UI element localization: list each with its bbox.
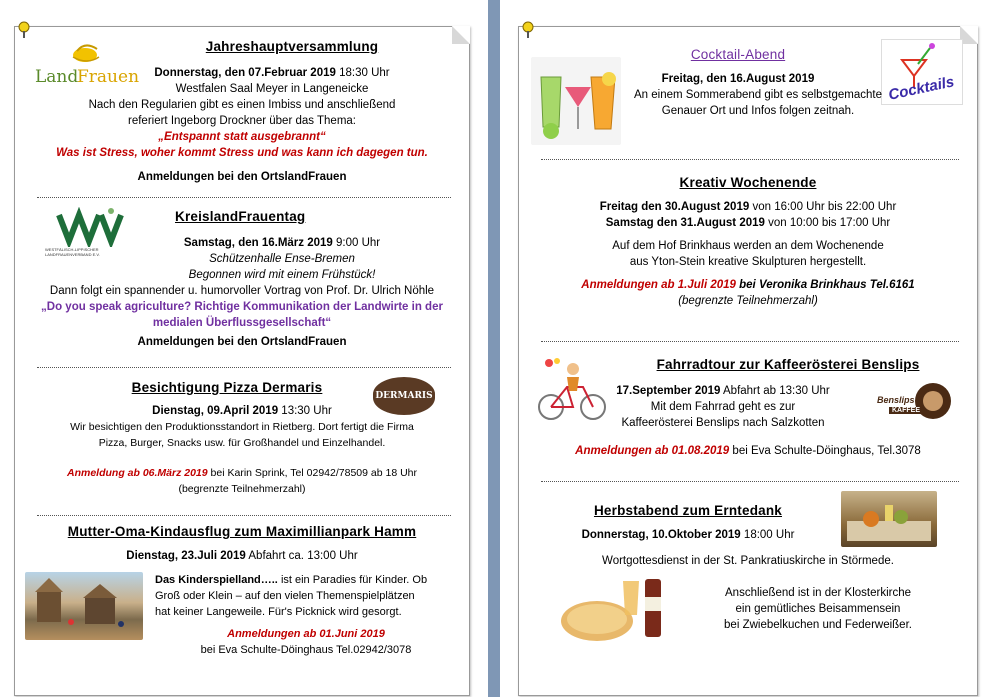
event-limit: (begrenzte Teilnehmerzahl) bbox=[178, 483, 306, 495]
fahrrad-body bbox=[519, 383, 927, 431]
event-text: Mit dem Fahrrad geht es zur bbox=[650, 401, 796, 413]
section-mutter-oma-kind bbox=[15, 522, 469, 542]
herbst-service bbox=[519, 553, 977, 569]
mok-body bbox=[155, 572, 457, 658]
pin-icon bbox=[17, 21, 31, 39]
event-date: 17.September 2019 bbox=[616, 385, 721, 397]
event-text: Nach den Regularien gibt es einen Imbiss und anschließend bbox=[88, 99, 396, 111]
event-time: Abfahrt ab 13:30 Uhr bbox=[723, 385, 830, 397]
event-signup-contact: bei Veronika Brinkhaus Tel.6161 bbox=[739, 279, 915, 291]
logo-caption: WESTFÄLISCH-LIPPISCHER LANDFRAUENVERBAND E.V. bbox=[45, 247, 100, 257]
page-left bbox=[14, 26, 470, 696]
playground-photo bbox=[25, 572, 143, 640]
event-signup-date: Anmeldungen ab 1.Juli 2019 bbox=[581, 279, 736, 291]
event-date: Dienstag, 23.Juli 2019 bbox=[126, 550, 246, 562]
event-date: Samstag den 31.August 2019 bbox=[605, 217, 765, 229]
section-title: Jahreshauptversammlung bbox=[205, 39, 379, 54]
event-time: 18:30 Uhr bbox=[339, 67, 390, 79]
section-title: Besichtigung Pizza Dermaris bbox=[131, 380, 323, 395]
section-jahreshauptversammlung bbox=[115, 37, 469, 57]
pizza-body bbox=[15, 403, 469, 497]
section-title: KreislandFrauentag bbox=[175, 209, 306, 224]
separator bbox=[541, 159, 959, 160]
logo-subtext: KAFFEE bbox=[889, 407, 923, 414]
event-text: ein gemütliches Beisammensein bbox=[735, 603, 901, 615]
mok-date bbox=[15, 548, 469, 564]
event-signup-date: Anmeldung ab 06.März 2019 bbox=[66, 467, 208, 479]
logo-text-frauen: Frauen bbox=[77, 67, 140, 87]
section-title: Fahrradtour zur Kaffeerösterei Benslips bbox=[656, 357, 920, 372]
fahrrad-signup bbox=[519, 443, 977, 459]
event-text: Anschließend ist in der Klosterkirche bbox=[725, 587, 911, 599]
logo-text: Benslips bbox=[877, 395, 915, 405]
event-text: bei Zwiebelkuchen und Federweißer. bbox=[724, 619, 912, 631]
section-title: Mutter-Oma-Kindausflug zum Maximillianpark Hamm bbox=[67, 524, 417, 539]
event-text: Kaffeerösterei Benslips nach Salzkotten bbox=[621, 417, 825, 429]
event-location: Westfalen Saal Meyer in Langeneicke bbox=[175, 83, 369, 95]
section-kreativ-wochenende bbox=[519, 173, 977, 193]
kreativ-body bbox=[519, 199, 977, 309]
event-text: Pizza, Burger, Snacks usw. für Großhandel und Einzelhandel. bbox=[98, 437, 386, 449]
event-signup: Anmeldungen bei den OrtslandFrauen bbox=[137, 336, 347, 348]
section-title: Herbstabend zum Erntedank bbox=[593, 503, 783, 518]
herbst-date bbox=[519, 527, 857, 543]
section-kreislandfrauentag bbox=[135, 207, 469, 227]
event-date: Freitag den 30.August 2019 bbox=[599, 201, 750, 213]
logo-text: Cocktails bbox=[886, 73, 956, 104]
event-time: von 10:00 bis 17:00 Uhr bbox=[768, 217, 891, 229]
section-title: Kreativ Wochenende bbox=[679, 175, 817, 190]
event-time: 18:00 Uhr bbox=[743, 529, 795, 541]
event-highlight: Das Kinderspielland….. bbox=[155, 574, 278, 586]
event-quote: medialen Überflussgesellschaft“ bbox=[152, 317, 332, 329]
event-signup-contact: bei Karin Sprink, Tel 02942/78509 ab 18 Uhr bbox=[210, 467, 417, 479]
logo-text: DERMARIS bbox=[375, 391, 433, 401]
separator bbox=[37, 197, 451, 198]
separator bbox=[541, 481, 959, 482]
event-text: hat keiner Langeweile. Für's Picknick wird gesorgt. bbox=[155, 606, 402, 618]
event-text: An einem Sommerabend gibt es selbstgemachte bbox=[633, 89, 883, 101]
event-text: aus Yton-Stein kreative Skulpturen hergestellt. bbox=[629, 256, 867, 268]
event-location: Schützenhalle Ense-Bremen bbox=[209, 253, 355, 265]
event-text: ist ein Paradies für Kinder. Ob bbox=[280, 574, 428, 586]
event-text: Begonnen wird mit einem Frühstück! bbox=[188, 269, 376, 281]
separator bbox=[37, 515, 451, 516]
event-quote: „Do you speak agriculture? Richtige Kommunikation der Landwirte in der bbox=[41, 301, 443, 313]
playground-image-icon bbox=[25, 572, 143, 640]
event-time: 9:00 Uhr bbox=[336, 237, 381, 249]
page-right bbox=[518, 26, 978, 696]
event-text: Auf dem Hof Brinkhaus werden an dem Wochenende bbox=[612, 240, 884, 252]
event-date: Donnerstag, den 07.Februar 2019 bbox=[154, 67, 336, 79]
onion-cake-and-wine-icon bbox=[559, 575, 669, 645]
event-time: von 16:00 Uhr bis 22:00 Uhr bbox=[752, 201, 897, 213]
event-date: Dienstag, 09.April 2019 bbox=[152, 405, 279, 417]
event-signup-date: Anmeldungen ab 01.08.2019 bbox=[575, 445, 730, 457]
event-date: Samstag, den 16.März 2019 bbox=[183, 237, 333, 249]
jhv-body bbox=[15, 65, 469, 185]
event-time: 13:30 Uhr bbox=[281, 405, 332, 417]
event-signup-contact: bei Eva Schulte-Döinghaus Tel.02942/3078 bbox=[200, 644, 412, 656]
section-cocktail-abend bbox=[519, 45, 957, 65]
event-text: Wir besichtigen den Produktionsstandort in Rietberg. Dort fertigt die Firma bbox=[70, 421, 414, 433]
event-date: Freitag, den 16.August 2019 bbox=[661, 73, 815, 85]
kft-body bbox=[15, 235, 469, 350]
separator bbox=[37, 367, 451, 368]
herbst-body bbox=[659, 585, 977, 633]
logo-text-land: Land bbox=[35, 67, 79, 87]
section-fahrradtour bbox=[599, 355, 977, 375]
event-signup-contact: bei Eva Schulte-Döinghaus, Tel.3078 bbox=[732, 445, 921, 457]
event-text: Wortgottesdienst in der St. Pankratiuskirche in Störmede. bbox=[602, 555, 894, 567]
event-text: referiert Ingeborg Drockner über das Thema: bbox=[128, 115, 356, 127]
event-date: Donnerstag, 10.Oktober 2019 bbox=[581, 529, 741, 541]
event-quote: „Entspannt statt ausgebrannt“ bbox=[158, 131, 326, 143]
separator bbox=[541, 341, 959, 342]
section-title: Cocktail-Abend bbox=[690, 47, 786, 62]
event-time: Abfahrt ca. 13:00 Uhr bbox=[248, 550, 358, 562]
window-divider bbox=[488, 0, 500, 697]
event-signup: Anmeldungen bei den OrtslandFrauen bbox=[137, 171, 347, 183]
section-herbstabend bbox=[519, 501, 857, 521]
event-text: Genauer Ort und Infos folgen zeitnah. bbox=[661, 105, 855, 117]
event-text: Dann folgt ein spannender u. humorvoller Vortrag von Prof. Dr. Ulrich Nöhle bbox=[49, 285, 435, 297]
onion-cake-photo bbox=[559, 575, 669, 645]
pin-icon bbox=[521, 21, 535, 39]
event-quote: Was ist Stress, woher kommt Stress und was kann ich dagegen tun. bbox=[56, 147, 428, 159]
section-pizza-dermaris bbox=[15, 378, 439, 398]
event-text: Groß oder Klein – auf den vielen Themenspielplätzen bbox=[155, 590, 415, 602]
cocktail-body bbox=[519, 71, 957, 119]
event-limit: (begrenzte Teilnehmerzahl) bbox=[678, 295, 818, 307]
event-signup-date: Anmeldungen ab 01.Juni 2019 bbox=[227, 628, 385, 640]
